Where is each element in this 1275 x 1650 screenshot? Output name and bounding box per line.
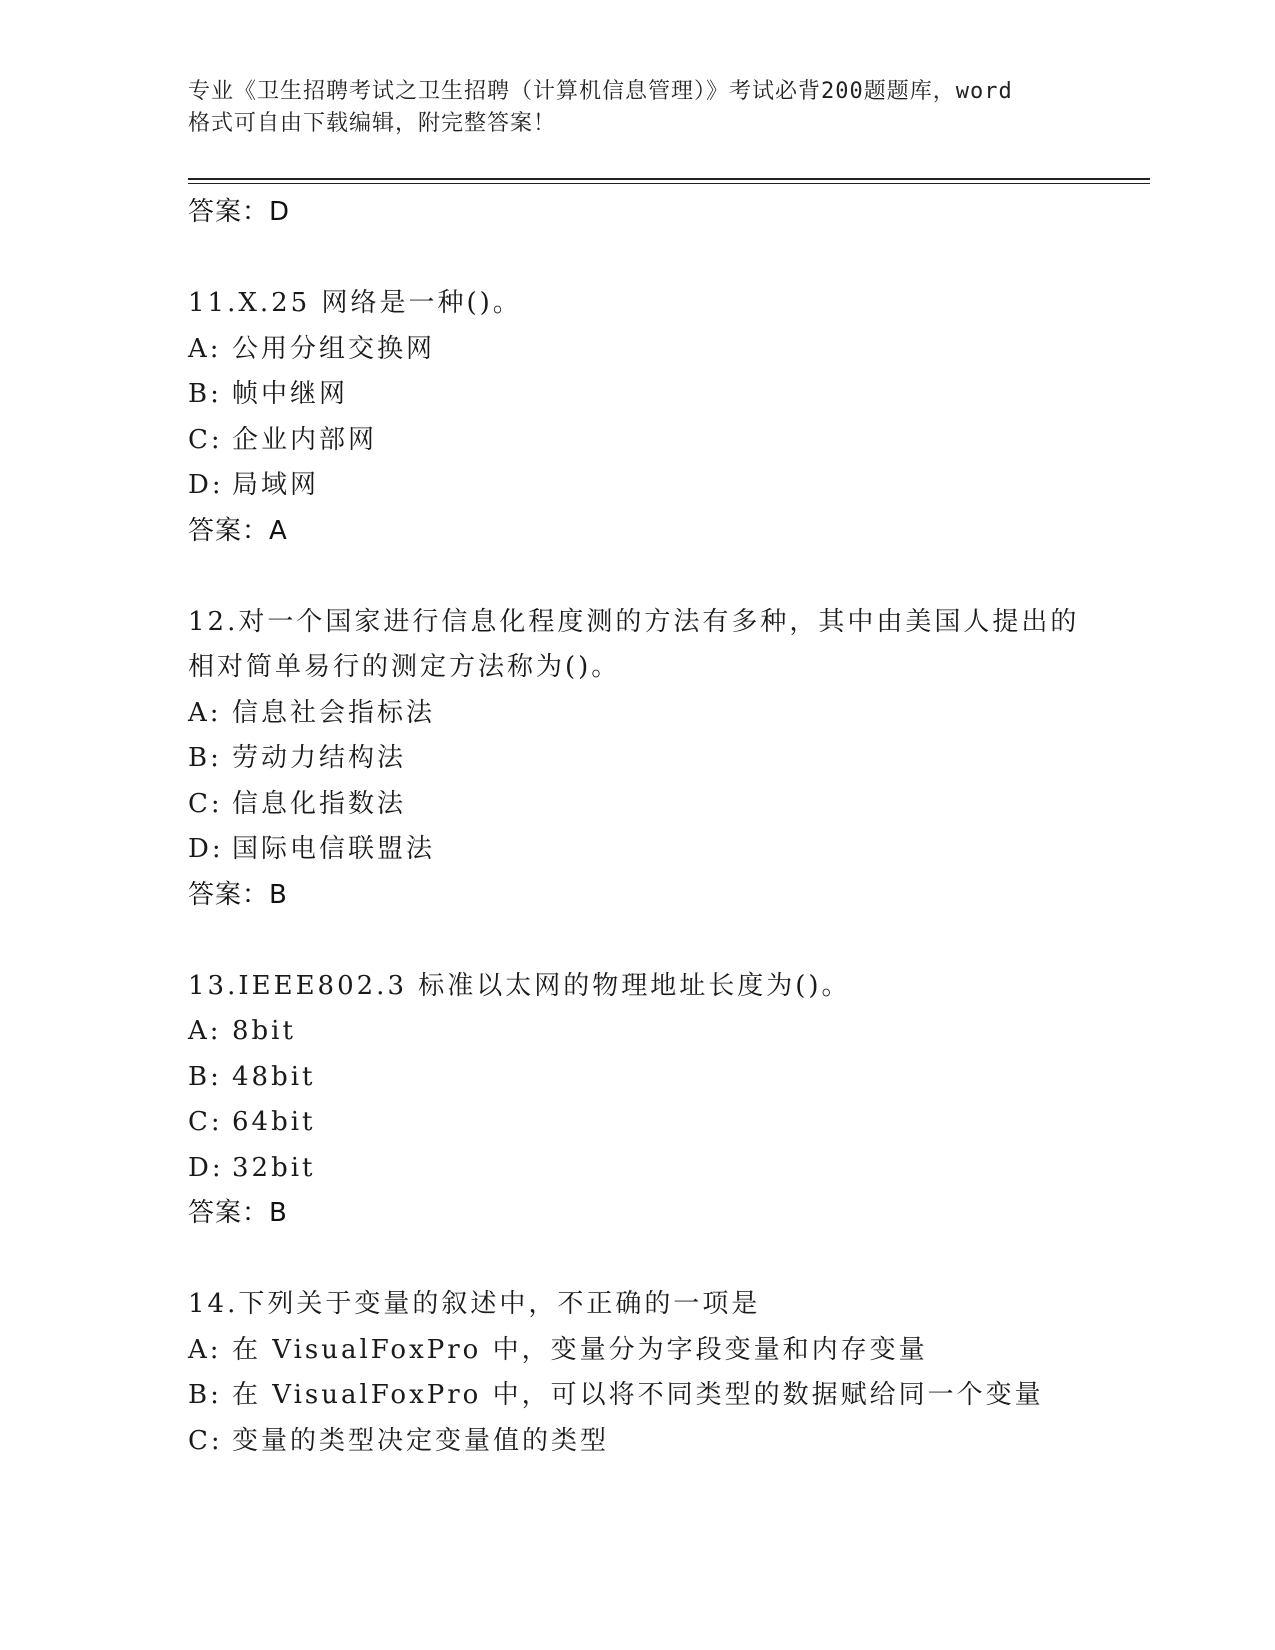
option-text: 变量的类型决定变量值的类型 bbox=[232, 1425, 610, 1456]
option-text: 帧中继网 bbox=[232, 379, 349, 409]
option-text: 信息化指数法 bbox=[232, 788, 407, 819]
header-divider-thick bbox=[188, 178, 1150, 180]
option-text: 局域网 bbox=[232, 470, 320, 500]
header-divider-thin bbox=[188, 183, 1150, 184]
answer-value: B bbox=[269, 1198, 287, 1228]
option-c bbox=[188, 1419, 1150, 1465]
option-key: A: bbox=[188, 1334, 222, 1365]
option-key: A: bbox=[188, 697, 222, 728]
option-key: B: bbox=[188, 1380, 222, 1410]
option-d bbox=[188, 463, 1150, 509]
question-stem-line-1: 12.对一个国家进行信息化程度测的方法有多种，其中由美国人提出的 bbox=[188, 606, 1080, 637]
option-text: 信息社会指标法 bbox=[232, 697, 436, 728]
option-b bbox=[188, 372, 1150, 418]
option-key: B: bbox=[188, 1061, 222, 1092]
header-line-1: 专业《卫生招聘考试之卫生招聘（计算机信息管理）》考试必背200题题库，word bbox=[188, 79, 1013, 104]
option-text: 国际电信联盟法 bbox=[232, 834, 436, 864]
option-text: 在 VisualFoxPro 中，变量分为字段变量和内存变量 bbox=[232, 1334, 928, 1365]
option-key: D: bbox=[188, 834, 224, 864]
question-stem: 13.IEEE802.3 标准以太网的物理地址长度为()。 bbox=[188, 970, 851, 1001]
option-key: D: bbox=[188, 1152, 224, 1183]
option-text: 企业内部网 bbox=[232, 424, 378, 455]
option-text: 32bit bbox=[232, 1152, 316, 1183]
option-key: D: bbox=[188, 470, 224, 500]
option-b bbox=[188, 1055, 1150, 1101]
option-c bbox=[188, 1100, 1150, 1146]
option-key: A: bbox=[188, 333, 222, 364]
question-13 bbox=[188, 964, 1150, 1237]
option-text: 8bit bbox=[232, 1016, 296, 1046]
option-c bbox=[188, 782, 1150, 828]
answer-line bbox=[188, 873, 1150, 918]
header-line-2: 格式可自由下载编辑，附完整答案！ bbox=[188, 111, 557, 136]
option-c bbox=[188, 418, 1150, 464]
option-b bbox=[188, 736, 1150, 782]
option-a bbox=[188, 691, 1150, 737]
answer-line bbox=[188, 1191, 1150, 1236]
option-key: A: bbox=[188, 1016, 222, 1046]
option-a bbox=[188, 327, 1150, 373]
option-key: C: bbox=[188, 788, 223, 819]
answer-value: A bbox=[269, 515, 287, 546]
question-12 bbox=[188, 600, 1150, 918]
answer-label: 答案： bbox=[188, 879, 270, 910]
option-text: 劳动力结构法 bbox=[232, 743, 407, 773]
option-key: B: bbox=[188, 379, 222, 409]
option-d bbox=[188, 1146, 1150, 1192]
option-d bbox=[188, 827, 1150, 873]
option-a bbox=[188, 1009, 1150, 1055]
option-key: C: bbox=[188, 424, 223, 455]
option-text: 在 VisualFoxPro 中，可以将不同类型的数据赋给同一个变量 bbox=[232, 1380, 1044, 1410]
document-page bbox=[188, 0, 1148, 1650]
answer-value: B bbox=[269, 879, 287, 910]
option-text: 公用分组交换网 bbox=[232, 333, 436, 364]
document-header bbox=[188, 76, 1088, 140]
document-body bbox=[188, 190, 1150, 1464]
option-key: C: bbox=[188, 1107, 223, 1137]
option-key: B: bbox=[188, 743, 222, 773]
question-stem: 14.下列关于变量的叙述中，不正确的一项是 bbox=[188, 1289, 761, 1319]
answer-label: 答案： bbox=[188, 515, 270, 546]
question-11 bbox=[188, 281, 1150, 554]
option-b bbox=[188, 1373, 1150, 1419]
answer-line bbox=[188, 190, 1150, 235]
option-text: 64bit bbox=[232, 1107, 316, 1137]
option-a bbox=[188, 1328, 1150, 1374]
option-text: 48bit bbox=[232, 1061, 316, 1092]
question-stem: 11.X.25 网络是一种()。 bbox=[188, 288, 522, 318]
answer-line bbox=[188, 509, 1150, 554]
option-key: C: bbox=[188, 1425, 223, 1456]
answer-value: D bbox=[269, 197, 290, 227]
answer-label: 答案： bbox=[188, 1198, 270, 1228]
answer-label: 答案： bbox=[188, 197, 270, 227]
question-14 bbox=[188, 1282, 1150, 1464]
question-stem-line-2: 相对简单易行的测定方法称为()。 bbox=[188, 652, 621, 682]
